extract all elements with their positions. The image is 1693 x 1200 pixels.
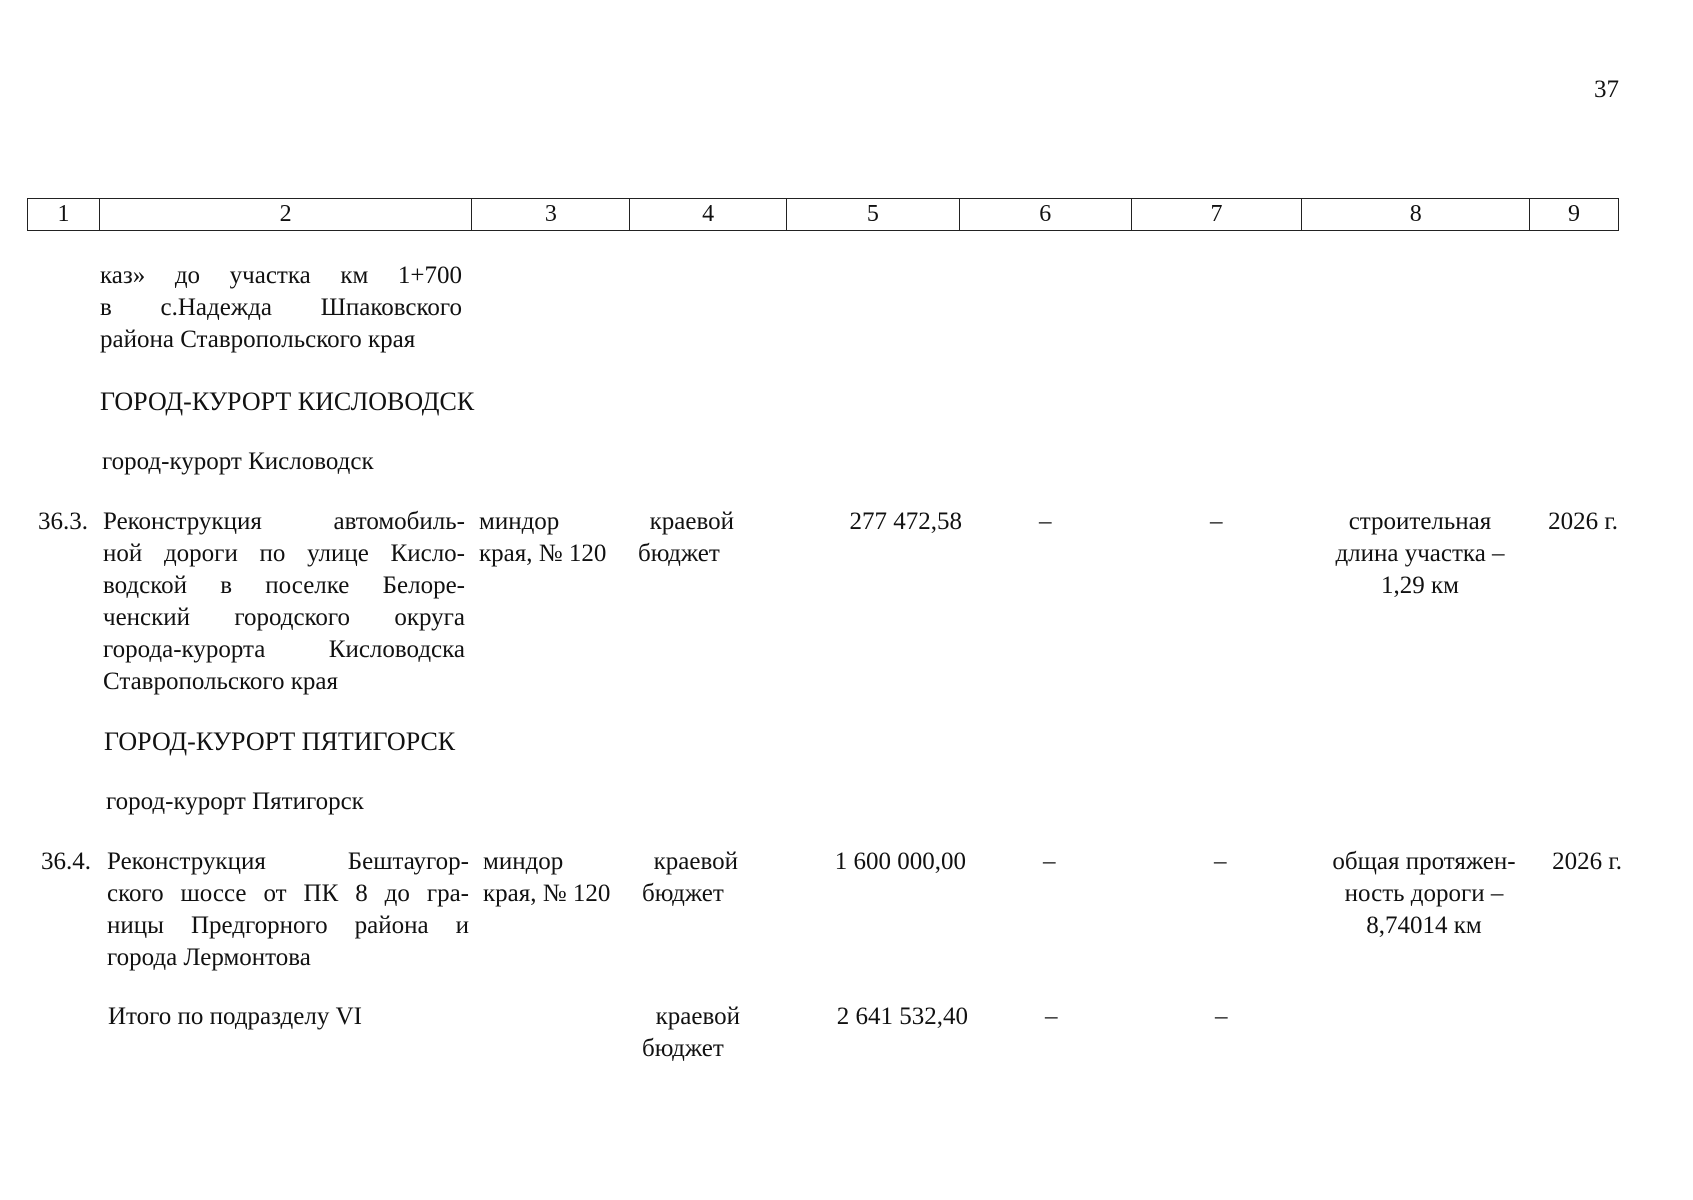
subsection-heading-kislovodsk: город-курорт Кисловодск: [102, 448, 374, 475]
total-amount: 2 641 532,40: [836, 1003, 968, 1030]
continuation-text: [100, 260, 462, 356]
subsection-heading-pyatigorsk: город-курорт Пятигорск: [106, 788, 364, 815]
row-amount-36-4: 1 600 000,00: [834, 848, 966, 875]
continuation-line: каз» до участка км 1+700: [100, 262, 462, 289]
column-header-1: 1: [28, 199, 100, 230]
column-header-7: 7: [1132, 199, 1303, 230]
column-header-6: 6: [960, 199, 1132, 230]
section-heading-kislovodsk: ГОРОД-КУРОРТ КИСЛОВОДСК: [100, 387, 475, 416]
row-number-36-3: 36.3.: [38, 508, 88, 535]
column-header-2: 2: [100, 199, 473, 230]
row-name-line: Реконструкция автомобиль-: [103, 508, 465, 535]
section-heading-pyatigorsk: ГОРОД-КУРОРТ ПЯТИГОРСК: [104, 727, 456, 756]
customer-line: края, № 120: [479, 540, 607, 567]
row-customer-36-3: [479, 506, 606, 570]
row-name-line: ского шоссе от ПК 8 до гра-: [107, 880, 469, 907]
row-capacity-36-3: [1304, 506, 1536, 602]
row-capacity-36-4: [1306, 846, 1542, 942]
source-line: бюджет: [638, 540, 720, 567]
capacity-line: строительная: [1348, 508, 1492, 535]
page-number: 37: [1594, 76, 1619, 103]
column-number-header: [27, 198, 1619, 231]
row-name-line: Ставропольского края: [103, 668, 338, 695]
continuation-line: в с.Надежда Шпаковского: [100, 294, 462, 321]
row-year-36-4: 2026 г.: [1552, 848, 1622, 875]
total-col6: –: [1045, 1003, 1058, 1030]
row-name-line: ченский городского округа: [103, 604, 465, 631]
row-number-36-4: 36.4.: [41, 848, 91, 875]
customer-line: миндор: [483, 848, 564, 875]
row-year-36-3: 2026 г.: [1548, 508, 1618, 535]
row-source-36-4: [642, 846, 738, 910]
column-header-9: 9: [1568, 201, 1581, 227]
source-line: краевой: [655, 1003, 740, 1030]
continuation-line: района Ставропольского края: [100, 326, 416, 353]
source-line: краевой: [649, 508, 734, 535]
row-col6-36-4: –: [1043, 848, 1056, 875]
row-name-line: водской в поселке Белоре-: [103, 572, 465, 599]
row-name-36-4: [107, 846, 469, 974]
row-name-line: города Лермонтова: [107, 944, 311, 971]
source-line: бюджет: [642, 1035, 724, 1062]
total-source: [642, 1001, 740, 1065]
row-name-36-3: [103, 506, 465, 698]
row-amount-36-3: 277 472,58: [849, 508, 962, 535]
capacity-line: общая протяжен-: [1332, 848, 1516, 875]
capacity-line: ность дороги –: [1344, 880, 1504, 907]
customer-line: миндор: [479, 508, 560, 535]
column-header-8: 8: [1302, 199, 1530, 230]
total-label: Итого по подразделу VI: [108, 1003, 362, 1030]
total-col7: –: [1215, 1003, 1228, 1030]
row-name-line: Реконструкция Бештаугор-: [107, 848, 469, 875]
row-col7-36-4: –: [1214, 848, 1227, 875]
row-name-line: ной дороги по улице Кисло-: [103, 540, 465, 567]
capacity-line: 1,29 км: [1381, 572, 1459, 599]
row-customer-36-4: [483, 846, 610, 910]
capacity-line: 8,74014 км: [1366, 912, 1482, 939]
column-header-3: 3: [472, 199, 630, 230]
column-header-4: 4: [630, 199, 787, 230]
source-line: бюджет: [642, 880, 724, 907]
capacity-line: длина участка –: [1335, 540, 1505, 567]
row-source-36-3: [638, 506, 734, 570]
row-col6-36-3: –: [1039, 508, 1052, 535]
column-header-5: 5: [787, 199, 960, 230]
source-line: краевой: [653, 848, 738, 875]
row-name-line: ницы Предгорного района и: [107, 912, 469, 939]
row-col7-36-3: –: [1210, 508, 1223, 535]
row-name-line: города-курорта Кисловодска: [103, 636, 465, 663]
customer-line: края, № 120: [483, 880, 611, 907]
